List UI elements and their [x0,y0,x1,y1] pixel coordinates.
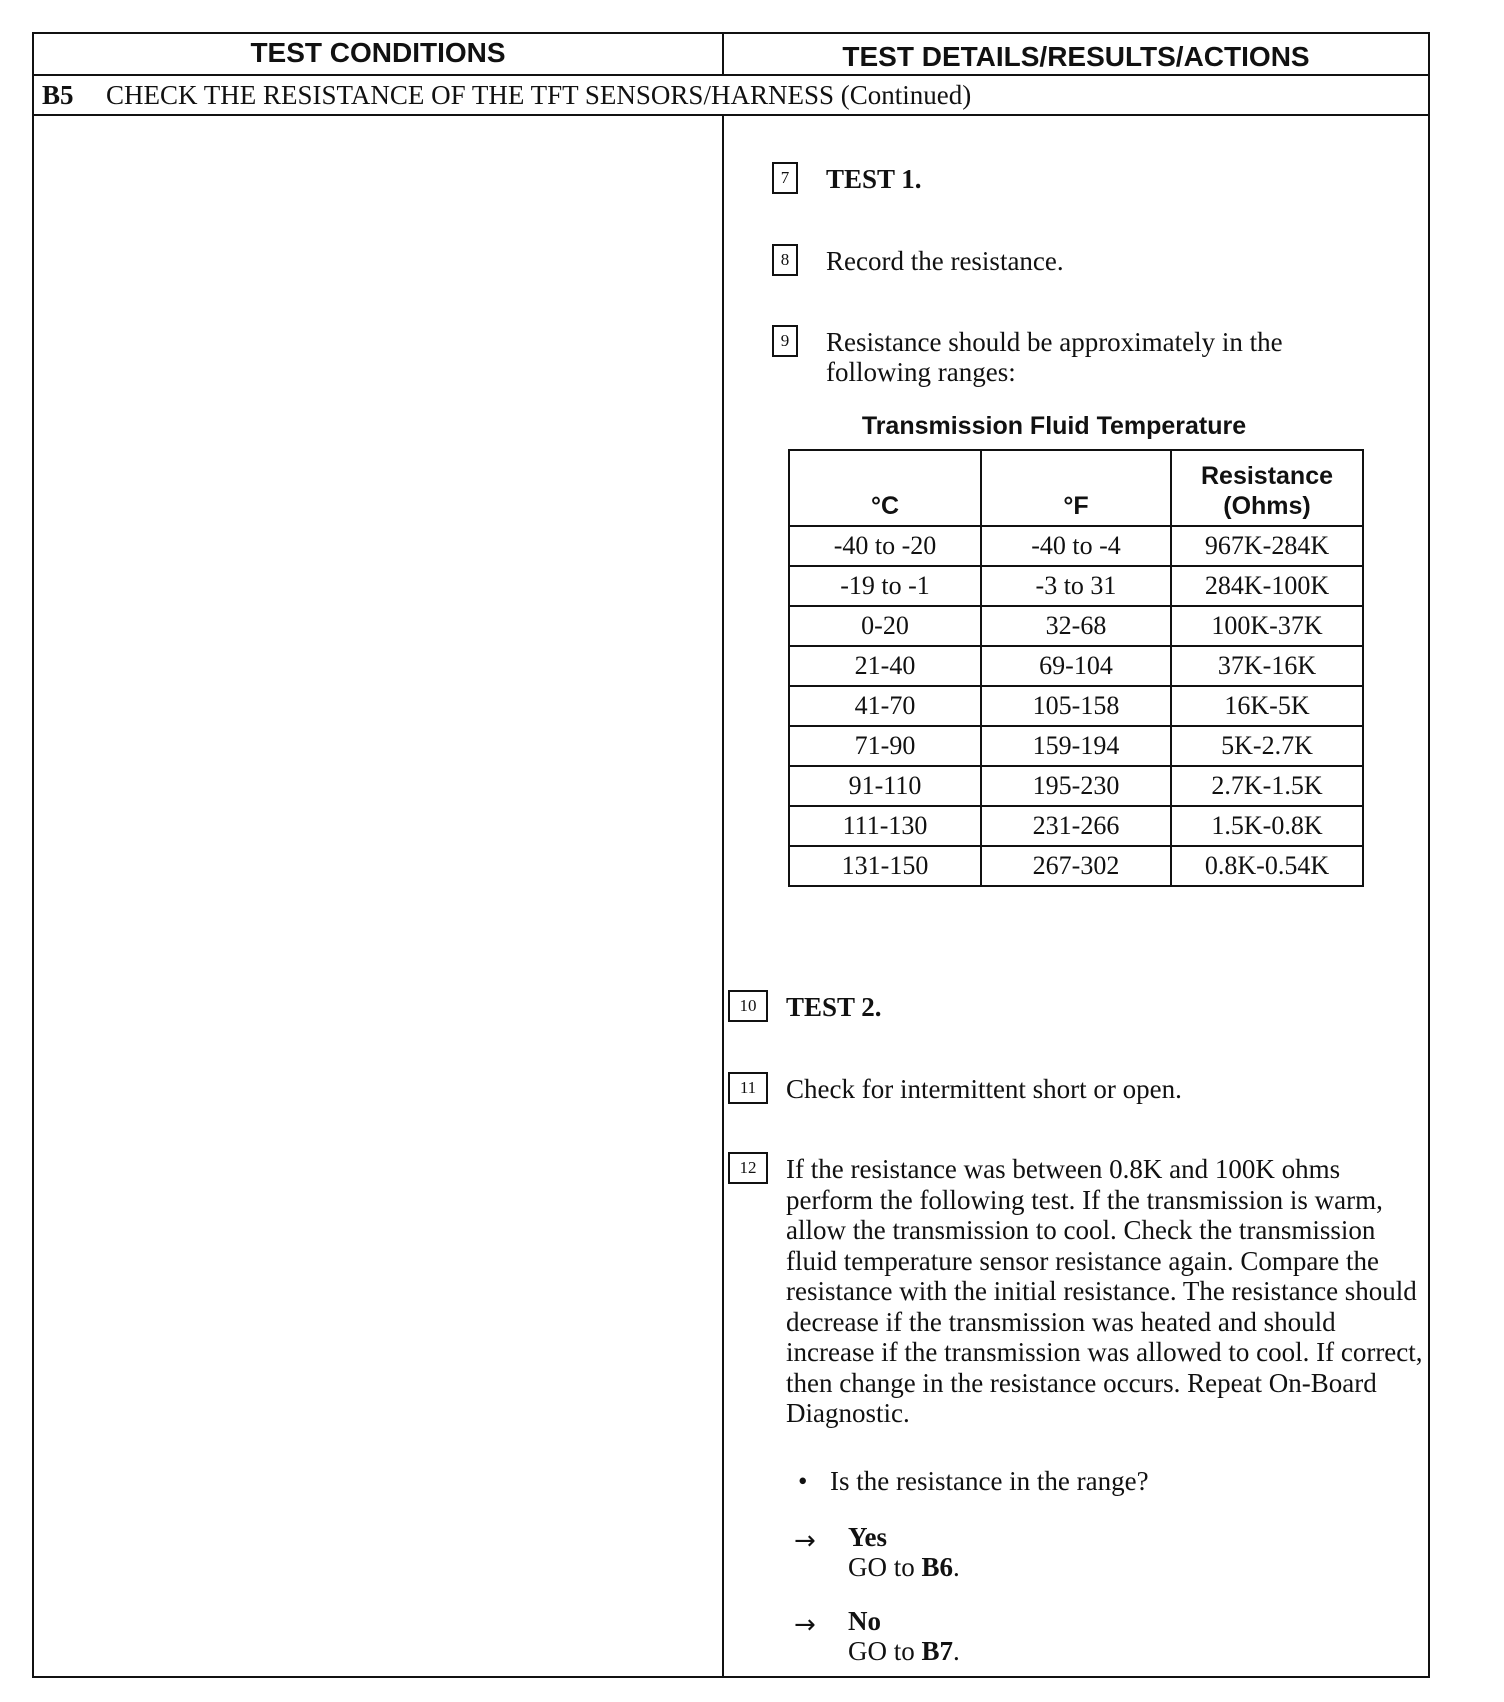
table-row [789,606,1363,646]
step-number-12: 12 [728,1152,768,1184]
column-header-celsius: °C [789,450,981,526]
table-row [789,526,1363,566]
step-9-text: Resistance should be approximately in the following ranges: [826,327,1283,387]
step-number-8: 8 [772,244,798,276]
answer-yes-label: Yes [848,1522,887,1552]
go-to-text: GO to [848,1552,922,1582]
table-title: Transmission Fluid Temperature [861,412,1247,440]
step-number-9: 9 [772,325,798,357]
cell-fahrenheit: 159-194 [981,726,1171,766]
answer-yes [848,1522,960,1582]
column-header-fahrenheit: °F [981,450,1171,526]
period: . [953,1636,960,1666]
step-number-11: 11 [728,1072,768,1104]
answer-yes-action [848,1552,960,1582]
cell-celsius: 111-130 [789,806,981,846]
table-row [789,806,1363,846]
table-row [789,766,1363,806]
table-row [789,566,1363,606]
cell-resistance: 967K-284K [1171,526,1363,566]
cell-resistance: 16K-5K [1171,686,1363,726]
answer-no-action [848,1636,960,1666]
table-row [789,846,1363,886]
cell-celsius: -19 to -1 [789,566,981,606]
test-procedure-sheet [32,32,1430,1678]
bullet-icon: • [798,1466,808,1496]
header-test-conditions: TEST CONDITIONS [250,37,506,68]
table-header [34,34,1428,76]
goto-b6-link[interactable]: B6 [921,1552,954,1582]
cell-resistance: 1.5K-0.8K [1171,806,1363,846]
question-text: Is the resistance in the range? [830,1466,1149,1496]
cell-fahrenheit: 195-230 [981,766,1171,806]
cell-fahrenheit: -3 to 31 [981,566,1171,606]
header-test-details: TEST DETAILS/RESULTS/ACTIONS [842,41,1310,72]
cell-fahrenheit: 69-104 [981,646,1171,686]
cell-fahrenheit: -40 to -4 [981,526,1171,566]
tft-resistance-table [788,449,1364,887]
go-to-text: GO to [848,1636,922,1666]
arrow-right-icon: → [794,1610,816,1640]
arrow-right-icon: → [794,1526,816,1556]
step-12-text: If the resistance was between 0.8K and 100K ohms perform the following test. If the transmission is warm, allow the transmission to cool. Check the transmission fluid temperature sensor resistance again. Compare the resistance with the initial resistance. The resistance should decrease if the transmission was heated and should increase if the transmission was allowed to cool. If correct, then change in the resistance occurs. Repeat On-Board Diagnostic. [786,1154,1423,1428]
table-header-row [789,450,1363,526]
period: . [953,1552,960,1582]
answer-no-label: No [848,1606,881,1636]
step-title: CHECK THE RESISTANCE OF THE TFT SENSORS/HARNESS (Continued) [106,80,972,110]
cell-resistance: 5K-2.7K [1171,726,1363,766]
test-details-column [724,116,1428,1676]
step-heading [34,76,1428,116]
goto-b7-link[interactable]: B7 [921,1636,954,1666]
cell-resistance: 37K-16K [1171,646,1363,686]
cell-celsius: 91-110 [789,766,981,806]
table-row [789,726,1363,766]
cell-celsius: 21-40 [789,646,981,686]
column-header-resistance: Resistance (Ohms) [1171,450,1363,526]
step-8-text: Record the resistance. [826,246,1064,276]
step-10-text: TEST 2. [786,992,882,1022]
cell-resistance: 100K-37K [1171,606,1363,646]
cell-fahrenheit: 32-68 [981,606,1171,646]
cell-fahrenheit: 267-302 [981,846,1171,886]
step-id: B5 [42,80,74,110]
step-number-7: 7 [772,162,798,194]
answer-no [848,1606,960,1666]
cell-celsius: -40 to -20 [789,526,981,566]
cell-resistance: 2.7K-1.5K [1171,766,1363,806]
cell-celsius: 71-90 [789,726,981,766]
cell-celsius: 0-20 [789,606,981,646]
step-11-text: Check for intermittent short or open. [786,1074,1182,1104]
cell-celsius: 41-70 [789,686,981,726]
table-row [789,686,1363,726]
cell-fahrenheit: 105-158 [981,686,1171,726]
cell-fahrenheit: 231-266 [981,806,1171,846]
step-7-text: TEST 1. [826,164,922,194]
cell-resistance: 0.8K-0.54K [1171,846,1363,886]
cell-celsius: 131-150 [789,846,981,886]
cell-resistance: 284K-100K [1171,566,1363,606]
table-row [789,646,1363,686]
step-number-10: 10 [728,990,768,1022]
